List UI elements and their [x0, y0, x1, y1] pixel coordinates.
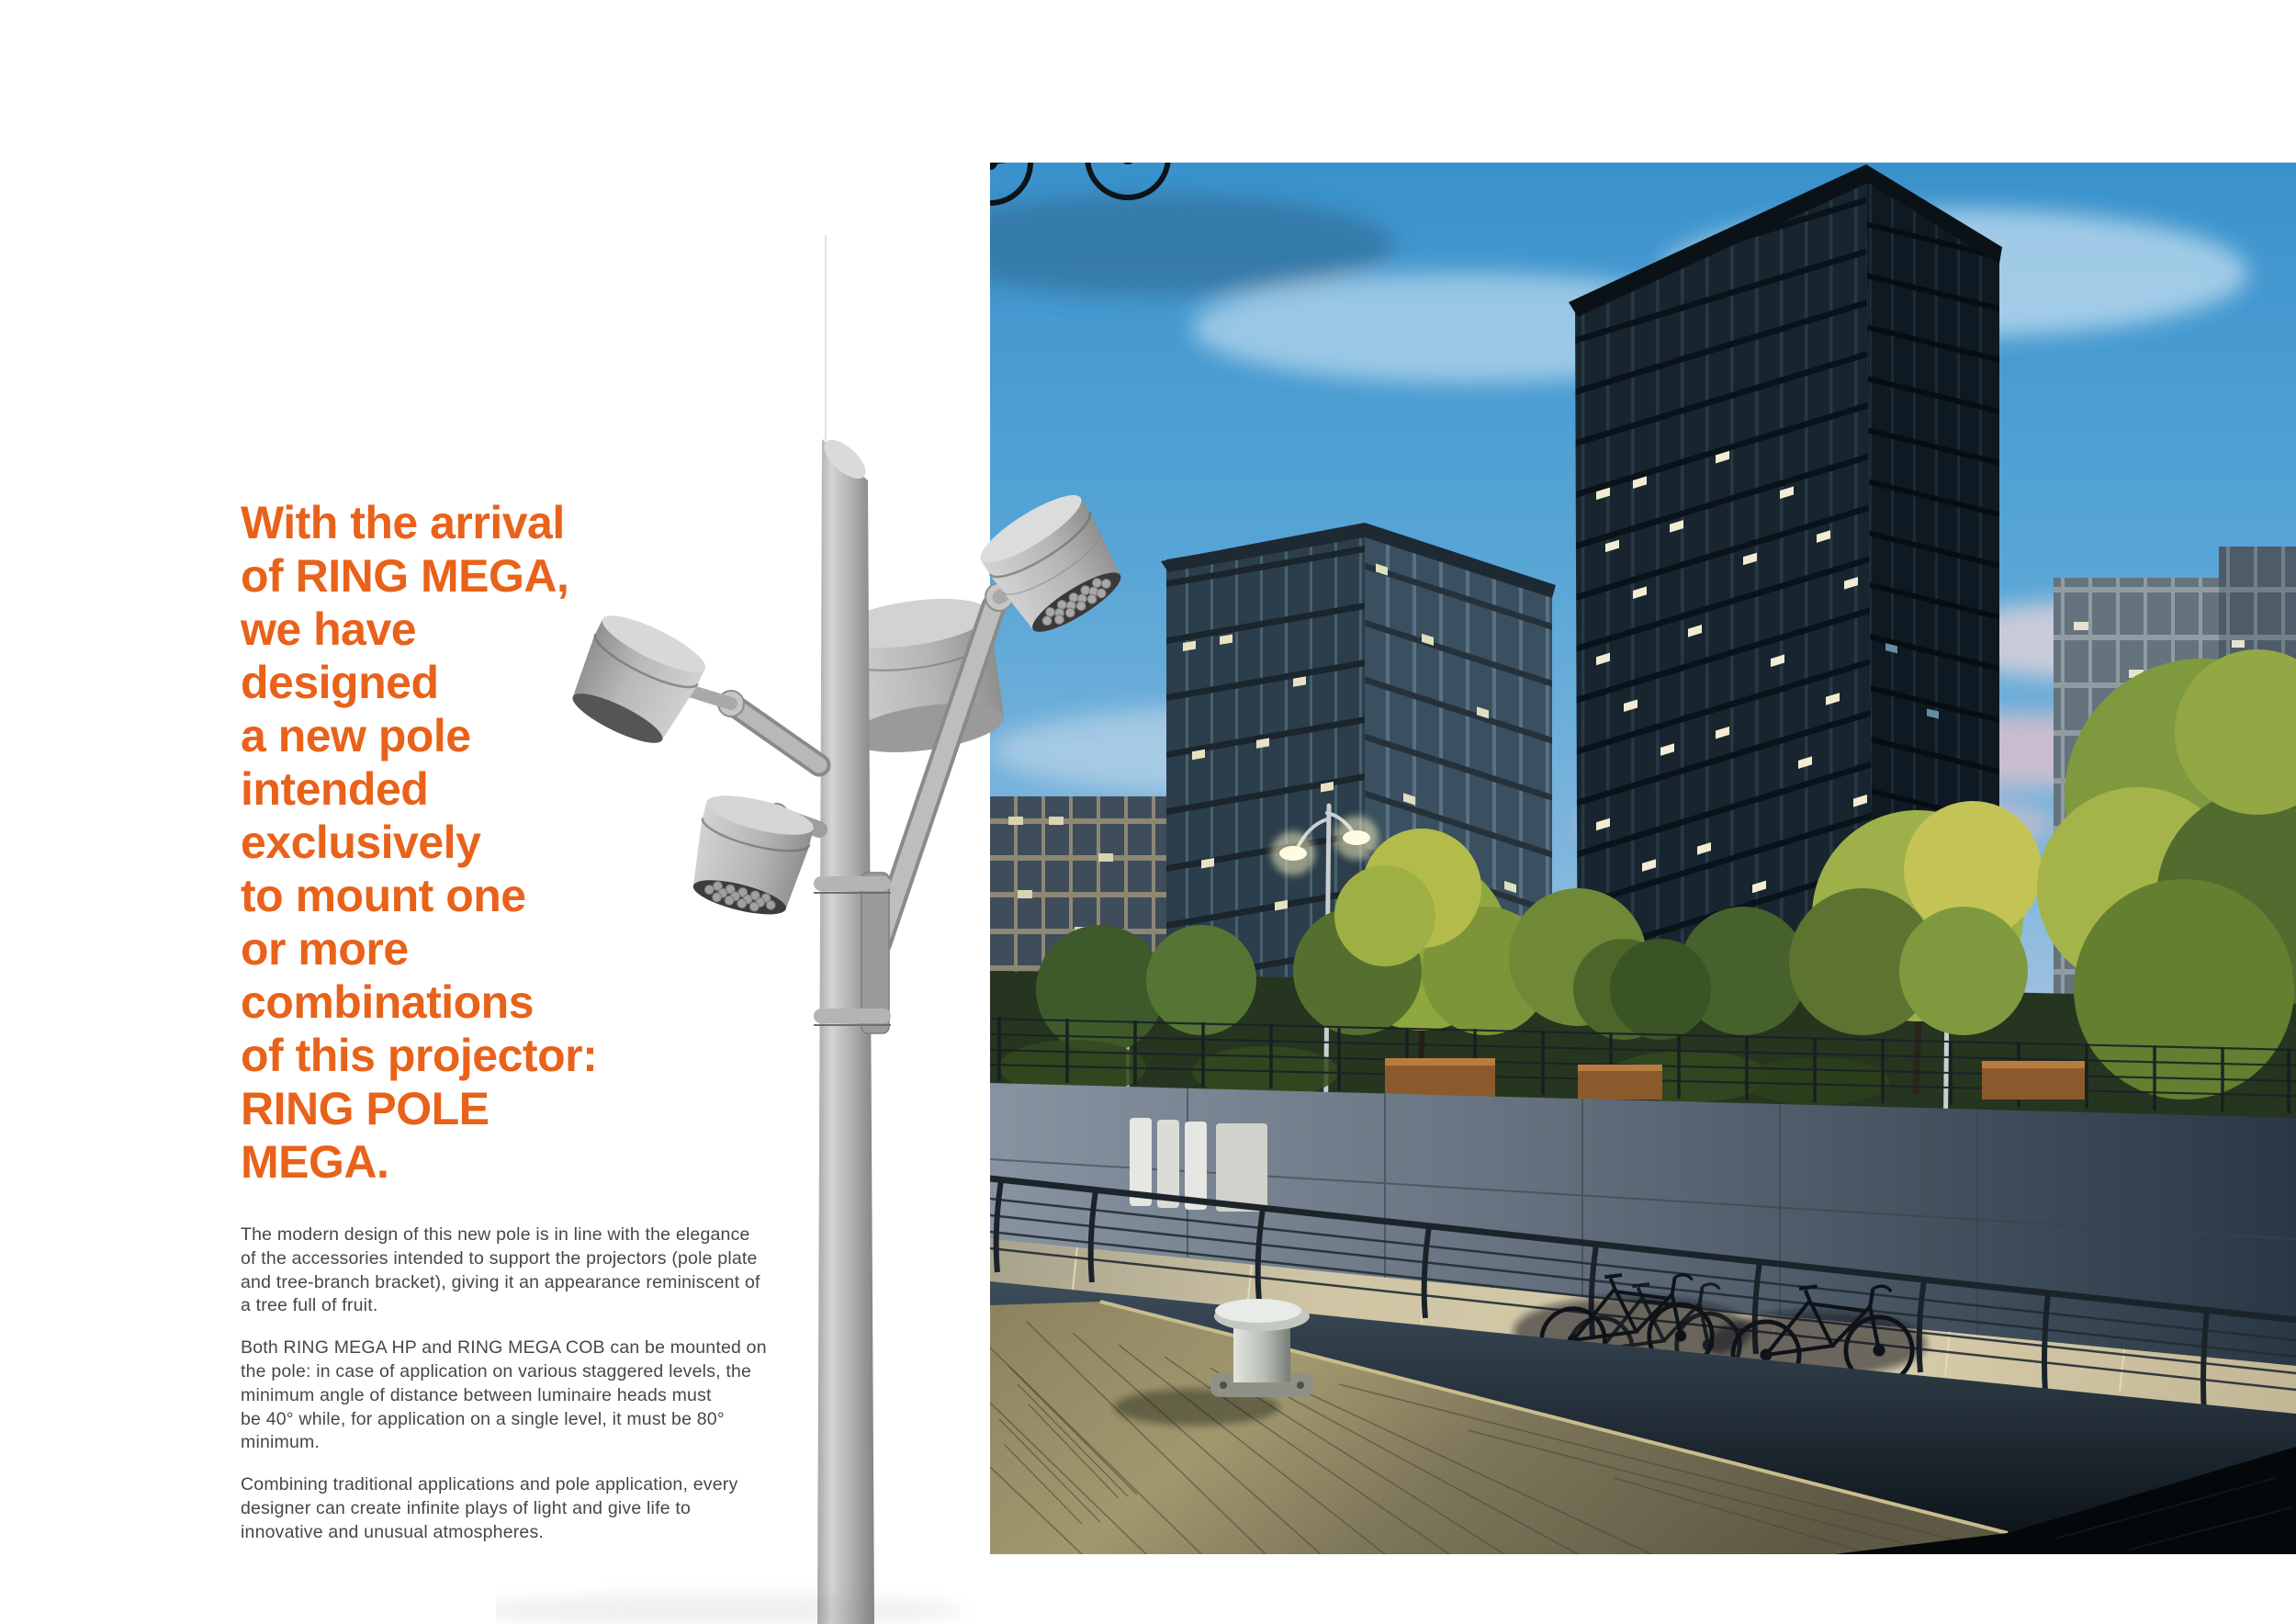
body-line: minimum angle of distance between luminaire heads must: [241, 1384, 712, 1405]
projector-arm-left: [692, 691, 819, 765]
headline-line: exclusively: [241, 817, 481, 868]
headline-line: intended: [241, 763, 429, 815]
photo-illustration: [990, 163, 2296, 1554]
page-title: [241, 496, 597, 1189]
pole-shadow: [496, 1594, 964, 1624]
city-waterfront-dusk-photo: [990, 163, 2296, 1554]
headline-line: designed: [241, 657, 439, 708]
paragraph-design: [241, 1224, 760, 1318]
body-line: Both RING MEGA HP and RING MEGA COB can be mounted on: [241, 1337, 767, 1359]
body-line: of the accessories intended to support the projectors (pole plate: [241, 1247, 758, 1269]
body-line: innovative and unusual atmospheres.: [241, 1521, 545, 1542]
headline-line: or more: [241, 923, 409, 975]
body-line: the pole: in case of application on various staggered levels, the: [241, 1360, 752, 1382]
headline-line: we have: [241, 603, 417, 655]
projector-head-lower: [683, 788, 817, 923]
body-line: minimum.: [241, 1432, 321, 1453]
body-line: The modern design of this new pole is in line with the elegance: [241, 1224, 750, 1245]
body-line: and tree-branch bracket), giving it an appearance reminiscent of: [241, 1271, 760, 1292]
paragraph-applications: [241, 1473, 755, 1544]
body-line: a tree full of fruit.: [241, 1295, 378, 1316]
paragraph-mounting: [241, 1336, 767, 1455]
headline-line: combinations: [241, 976, 535, 1028]
headline-line: MEGA.: [241, 1136, 389, 1188]
body-copy: [241, 1224, 767, 1563]
headline-line: to mount one: [241, 870, 526, 921]
headline-line: of RING MEGA,: [241, 550, 569, 602]
headline-line: With the arrival: [241, 497, 565, 548]
headline-line: of this projector:: [241, 1030, 598, 1081]
headline-line: RING POLE: [241, 1083, 490, 1134]
headline-line: a new pole: [241, 710, 471, 761]
body-line: Combining traditional applications and pole application, every: [241, 1474, 738, 1495]
body-line: be 40° while, for application on a single level, it must be 80°: [241, 1408, 725, 1429]
body-line: designer can create infinite plays of light and give life to: [241, 1497, 692, 1518]
